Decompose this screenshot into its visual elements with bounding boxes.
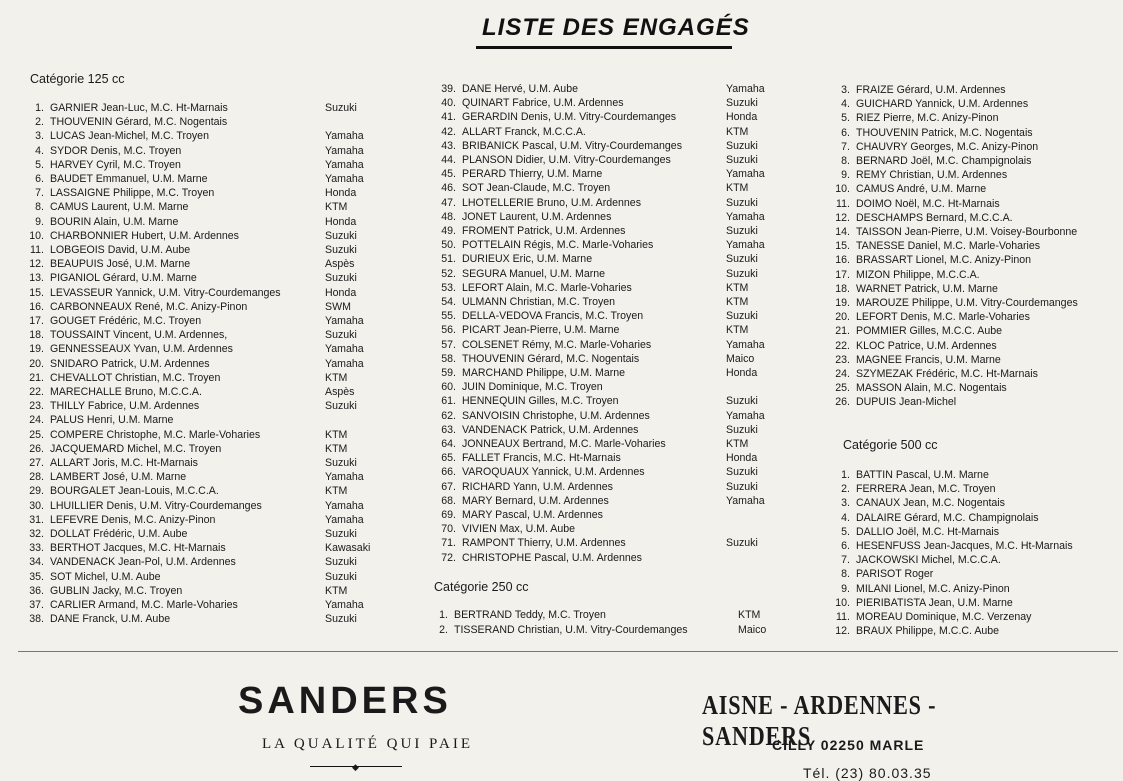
entry-brand: Suzuki [325,400,357,413]
entry-rider: WARNET Patrick, U.M. Marne [856,282,998,295]
entry-number: 48. [441,210,456,223]
entry-number: 42. [441,125,456,138]
entry-brand: Yamaha [325,499,364,512]
entry-number: 5. [35,158,44,171]
entry-number: 54. [441,296,456,308]
entry-rider: PIGANIOL Gérard, U.M. Marne [50,272,197,285]
entry-rider: CHRISTOPHE Pascal, U.M. Ardennes [462,551,642,564]
entry-rider: CHAUVRY Georges, M.C. Anizy-Pinon [856,140,1039,153]
entry-number: 45. [441,168,456,181]
entry-rider: JONNEAUX Bertrand, M.C. Marle-Voharies [462,438,666,450]
entry-number: 68. [441,494,456,507]
entry-number: 5. [841,525,850,538]
entry-brand: Suzuki [726,139,758,152]
entry-number: 3. [35,130,44,143]
entry-number: 19. [835,297,850,309]
entry-number: 41. [441,111,456,124]
entry-rider: ALLART Joris, M.C. Ht-Marnais [50,457,198,469]
entry-rider: COLSENET Rémy, M.C. Marle-Voharies [462,338,652,351]
entry-rider: GENNESSEAUX Yvan, U.M. Ardennes [50,343,233,356]
entry-rider: MASSON Alain, M.C. Nogentais [856,382,1007,395]
entry-number: 6. [841,540,850,552]
entry-number: 15. [29,286,44,299]
entry-rider: MAROUZE Philippe, U.M. Vitry-Courdemanges [856,297,1078,309]
entry-number: 46. [441,182,456,195]
entry-rider: DELLA-VEDOVA Francis, M.C. Troyen [462,310,644,323]
entry-rider: PERARD Thierry, U.M. Marne [462,168,603,181]
entry-rider: CAMUS André, U.M. Marne [856,183,987,196]
entry-number: 62. [441,409,456,422]
entry-number: 52. [441,267,456,280]
entry-number: 1. [35,102,44,114]
entry-number: 9. [841,169,850,182]
entry-number: 9. [841,582,850,595]
entry-number: 32. [29,528,44,540]
entry-brand: KTM [325,442,348,455]
entry-rider: SNIDARO Patrick, U.M. Ardennes [50,357,210,370]
entry-brand: Suzuki [325,329,357,342]
entry-number: 16. [835,254,850,267]
entry-number: 8. [35,201,44,214]
entry-brand: Suzuki [726,267,758,280]
entry-brand: Aspès [325,258,355,271]
entry-number: 18. [29,329,44,342]
entry-brand: Suzuki [325,570,357,583]
entry-rider: JACQUEMARD Michel, M.C. Troyen [50,442,222,455]
entry-rider: SOT Jean-Claude, M.C. Troyen [462,182,611,195]
entry-brand: Suzuki [726,480,758,493]
entry-rider: LAMBERT José, U.M. Marne [50,471,187,484]
entry-rider: QUINART Fabrice, U.M. Ardennes [462,97,624,110]
entry-rider: CAMUS Laurent, U.M. Marne [50,201,189,214]
entry-number: 1. [841,469,850,481]
entry-number: 6. [35,173,44,185]
entry-brand: Suzuki [325,613,357,626]
entry-rider: VAROQUAUX Yannick, U.M. Ardennes [462,466,645,479]
entry-number: 25. [29,428,44,441]
entry-rider: LHOTELLERIE Bruno, U.M. Ardennes [462,196,641,209]
entry-rider: JONET Laurent, U.M. Ardennes [462,210,612,223]
entry-number: 12. [835,211,850,224]
entry-rider: JUIN Dominique, M.C. Troyen [462,381,603,394]
title-underline [476,46,732,49]
entry-number: 12. [29,258,44,271]
entry-rider: CARBONNEAUX René, M.C. Anizy-Pinon [50,300,248,313]
entry-rider: DANE Franck, U.M. Aube [50,613,171,626]
entry-rider: REMY Christian, U.M. Ardennes [856,169,1008,182]
entry-brand: Suzuki [325,556,357,569]
entry-rider: MARECHALLE Bruno, M.C.C.A. [50,386,202,398]
entry-rider: VIVIEN Max, U.M. Aube [462,523,576,536]
entry-brand: Honda [325,286,357,299]
entry-number: 39. [441,83,456,95]
entry-number: 53. [441,281,456,294]
entry-rider: PIERIBATISTA Jean, U.M. Marne [856,596,1013,609]
entry-brand: Yamaha [726,409,765,422]
entry-brand: Yamaha [726,168,765,181]
entry-rider: LEFORT Alain, M.C. Marle-Voharies [462,281,632,294]
sanders-logo-text: SANDERS [238,680,452,722]
entry-number: 3. [841,84,850,96]
entry-brand: Yamaha [325,599,364,611]
entry-brand: Suzuki [325,457,357,469]
entry-number: 2. [841,483,850,496]
entry-number: 51. [441,253,456,266]
entry-number: 69. [441,509,456,521]
entry-brand: Suzuki [726,97,758,110]
entry-number: 2. [35,116,44,129]
entry-rider: SYDOR Denis, M.C. Troyen [50,144,182,157]
entry-rider: BERTRAND Teddy, M.C. Troyen [454,609,606,621]
entry-number: 65. [441,452,456,465]
entry-brand: Suzuki [726,537,758,550]
entry-brand: Yamaha [726,83,765,95]
entry-rider: KLOC Patrice, U.M. Ardennes [856,339,997,352]
entry-number: 25. [835,382,850,395]
entry-brand: Honda [726,367,758,379]
entry-number: 16. [29,300,44,313]
entry-rider: VANDENACK Patrick, U.M. Ardennes [462,423,639,436]
entry-brand: Suzuki [726,196,758,209]
entry-number: 12. [835,625,850,638]
entry-rider: CARLIER Armand, M.C. Marle-Voharies [50,599,238,611]
dealer-address: CILLY 02250 MARLE [772,737,925,753]
entry-number: 15. [835,240,850,253]
entry-number: 34. [29,556,44,569]
entry-number: 18. [835,282,850,295]
entry-number: 10. [835,596,850,609]
entry-number: 72. [441,551,456,564]
entry-rider: GUICHARD Yannick, U.M. Ardennes [856,98,1029,111]
footer-divider [18,651,1118,652]
entry-brand: Honda [726,452,758,465]
entry-number: 40. [441,97,456,110]
entry-number: 63. [441,423,456,436]
entry-rider: GERARDIN Denis, U.M. Vitry-Courdemanges [462,111,677,124]
entry-rider: SZYMEZAK Frédéric, M.C. Ht-Marnais [856,368,1038,380]
entry-rider: MIZON Philippe, M.C.C.A. [856,268,980,281]
entry-brand: Suzuki [325,528,357,540]
entry-number: 10. [835,183,850,196]
entry-rider: BOURIN Alain, U.M. Marne [50,215,179,228]
entry-rider: PARISOT Roger [856,568,934,581]
entry-brand: KTM [325,485,348,498]
entry-rider: LEVASSEUR Yannick, U.M. Vitry-Courdemanges [50,286,281,299]
entry-brand: Honda [726,111,758,124]
entry-brand: KTM [325,428,348,441]
entry-number: 5. [841,112,850,125]
entry-number: 4. [35,144,44,157]
entry-rider: BERTHOT Jacques, M.C. Ht-Marnais [50,542,226,555]
entry-brand: Suzuki [325,102,357,114]
entry-brand: KTM [726,182,749,195]
entry-number: 61. [441,395,456,408]
entry-number: 3. [841,497,850,510]
entry-number: 56. [441,324,456,337]
entry-number: 66. [441,466,456,479]
entry-number: 44. [441,154,456,166]
entry-number: 26. [29,442,44,455]
entry-rider: HENNEQUIN Gilles, M.C. Troyen [462,395,619,408]
entry-number: 36. [29,584,44,597]
entry-number: 13. [29,272,44,285]
sanders-slogan: LA QUALITÉ QUI PAIE [262,736,474,752]
entry-rider: BRAUX Philippe, M.C.C. Aube [856,625,1000,638]
entry-number: 30. [29,499,44,512]
entry-number: 64. [441,438,456,450]
entry-rider: BAUDET Emmanuel, U.M. Marne [50,173,208,185]
entry-brand: Suzuki [726,466,758,479]
entry-brand: Maico [738,624,767,636]
entry-number: 21. [835,325,850,338]
category-250-heading: Catégorie 250 cc [434,580,529,594]
entry-number: 49. [441,225,456,237]
entry-number: 8. [841,155,850,167]
entry-number: 58. [441,352,456,365]
entry-number: 19. [29,343,44,356]
entry-brand: KTM [325,201,348,214]
entry-rider: VANDENACK Jean-Pol, U.M. Ardennes [50,556,236,569]
entry-brand: KTM [726,324,749,337]
entry-number: 9. [35,215,44,228]
entry-rider: HESENFUSS Jean-Jacques, M.C. Ht-Marnais [856,540,1073,552]
entry-rider: PICART Jean-Pierre, U.M. Marne [462,324,620,337]
entry-number: 43. [441,139,456,152]
entry-number: 17. [29,315,44,327]
entry-brand: Yamaha [325,513,364,526]
entry-number: 57. [441,338,456,351]
entry-rider: FALLET Francis, M.C. Ht-Marnais [462,452,621,465]
entry-number: 22. [29,386,44,398]
entry-rider: DALLIO Joël, M.C. Ht-Marnais [856,525,1000,538]
entry-rider: CHEVALLOT Christian, M.C. Troyen [50,371,221,384]
entry-number: 60. [441,381,456,394]
entry-brand: Suzuki [726,154,758,166]
entry-rider: LHUILLIER Denis, U.M. Vitry-Courdemanges [50,499,262,512]
entry-number: 37. [29,599,44,611]
entry-rider: LASSAIGNE Philippe, M.C. Troyen [50,187,215,200]
ornament-diamond-icon: ◆ [352,762,359,772]
entry-brand: Yamaha [325,315,364,327]
entry-rider: DOIMO Noël, M.C. Ht-Marnais [856,197,1000,210]
entry-rider: BRASSART Lionel, M.C. Anizy-Pinon [856,254,1032,267]
entry-number: 27. [29,457,44,469]
entry-rider: ALLART Franck, M.C.C.A. [462,125,586,138]
entry-rider: PLANSON Didier, U.M. Vitry-Courdemanges [462,154,671,166]
entry-rider: THOUVENIN Gérard, M.C. Nogentais [50,116,228,129]
entry-number: 59. [441,367,456,379]
entry-rider: DALAIRE Gérard, M.C. Champignolais [856,511,1039,524]
entry-rider: MOREAU Dominique, M.C. Verzenay [856,611,1032,623]
entry-number: 55. [441,310,456,323]
entry-rider: DESCHAMPS Bernard, M.C.C.A. [856,211,1013,224]
entry-brand: KTM [726,281,749,294]
dealer-name: AISNE - ARDENNES - SANDERS [702,690,937,751]
entry-rider: BRIBANICK Pascal, U.M. Vitry-Courdemanges [462,139,682,152]
entry-number: 38. [29,613,44,626]
entry-number: 14. [835,226,850,238]
entry-brand: KTM [738,609,761,621]
entry-brand: Yamaha [726,239,765,252]
entry-rider: TISSERAND Christian, U.M. Vitry-Courdemanges [454,624,688,636]
entry-brand: SWM [325,300,351,313]
entry-rider: LOBGEOIS David, U.M. Aube [50,244,191,256]
entry-rider: POMMIER Gilles, M.C.C. Aube [856,325,1002,338]
page-title: LISTE DES ENGAGÉS [482,14,750,41]
entry-rider: DOLLAT Frédéric, U.M. Aube [50,528,188,540]
entry-rider: LEFORT Denis, M.C. Marle-Voharies [856,311,1030,324]
entry-number: 33. [29,542,44,555]
entry-number: 67. [441,480,456,493]
entry-rider: DUPUIS Jean-Michel [856,396,957,409]
dealer-phone: Tél. (23) 80.03.35 [803,765,932,781]
entry-rider: MARY Pascal, U.M. Ardennes [462,509,603,521]
entry-rider: RAMPONT Thierry, U.M. Ardennes [462,537,626,550]
entry-rider: RIEZ Pierre, M.C. Anizy-Pinon [856,112,999,125]
entry-number: 20. [835,311,850,324]
entry-rider: POTTELAIN Régis, M.C. Marle-Voharies [462,239,654,252]
entry-brand: Suzuki [325,244,357,256]
entry-rider: JACKOWSKI Michel, M.C.C.A. [856,554,1001,567]
entry-brand: Suzuki [726,253,758,266]
entry-number: 70. [441,523,456,536]
entry-brand: Yamaha [726,338,765,351]
entry-number: 71. [441,537,456,550]
entry-rider: THOUVENIN Patrick, M.C. Nogentais [856,126,1033,139]
entry-rider: CHARBONNIER Hubert, U.M. Ardennes [50,229,239,242]
entry-rider: SEGURA Manuel, U.M. Marne [462,267,606,280]
entry-brand: Yamaha [325,357,364,370]
entry-number: 24. [835,368,850,380]
entry-number: 10. [29,229,44,242]
entry-number: 26. [835,396,850,409]
entry-number: 47. [441,196,456,209]
entry-brand: Suzuki [325,272,357,285]
entry-brand: Yamaha [325,144,364,157]
entry-number: 28. [29,471,44,484]
entry-rider: ULMANN Christian, M.C. Troyen [462,296,616,308]
entry-brand: Yamaha [325,471,364,484]
entry-rider: FERRERA Jean, M.C. Troyen [856,483,996,496]
entry-number: 50. [441,239,456,252]
entry-number: 4. [841,98,850,111]
entry-brand: Yamaha [325,130,364,143]
entry-number: 20. [29,357,44,370]
entry-rider: LUCAS Jean-Michel, M.C. Troyen [50,130,209,143]
category-125-heading: Catégorie 125 cc [30,72,125,86]
category-500-heading: Catégorie 500 cc [843,438,938,452]
entry-rider: TOUSSAINT Vincent, U.M. Ardennes, [50,329,228,342]
entry-brand: Honda [325,187,357,200]
entry-number: 11. [30,244,44,256]
entry-number: 6. [841,126,850,139]
entry-brand: Yamaha [325,158,364,171]
entry-rider: SANVOISIN Christophe, U.M. Ardennes [462,409,650,422]
entry-number: 8. [841,568,850,581]
entry-rider: DURIEUX Eric, U.M. Marne [462,253,593,266]
entry-rider: SOT Michel, U.M. Aube [50,570,161,583]
entry-rider: FROMENT Patrick, U.M. Ardennes [462,225,626,237]
entry-number: 7. [841,554,850,567]
entry-rider: BEAUPUIS José, U.M. Marne [50,258,191,271]
entry-brand: Suzuki [726,423,758,436]
entry-rider: LEFEVRE Denis, M.C. Anizy-Pinon [50,513,216,526]
entry-rider: BOURGALET Jean-Louis, M.C.C.A. [50,485,219,498]
entry-brand: KTM [325,584,348,597]
entry-rider: TAISSON Jean-Pierre, U.M. Voisey-Bourbonne [856,226,1078,238]
entry-number: 11. [836,197,850,210]
entry-rider: MARY Bernard, U.M. Ardennes [462,494,609,507]
entry-rider: THOUVENIN Gérard, M.C. Nogentais [462,352,640,365]
entry-brand: Yamaha [726,210,765,223]
entry-brand: Yamaha [726,494,765,507]
entry-rider: RICHARD Yann, U.M. Ardennes [462,480,613,493]
entry-brand: KTM [325,371,348,384]
entry-number: 21. [29,371,44,384]
entry-brand: Aspès [325,386,355,398]
entry-brand: KTM [726,125,749,138]
entry-number: 29. [29,485,44,498]
entry-number: 4. [841,511,850,524]
entry-rider: HARVEY Cyril, M.C. Troyen [50,158,181,171]
entry-brand: Kawasaki [325,542,371,555]
entry-number: 31. [29,513,44,526]
entry-number: 24. [29,414,44,427]
entry-rider: THILLY Fabrice, U.M. Ardennes [50,400,200,413]
entry-brand: Suzuki [726,395,758,408]
entry-rider: MAGNEE Francis, U.M. Marne [856,353,1001,366]
entry-brand: KTM [726,296,749,308]
entry-brand: Maico [726,352,755,365]
entry-number: 7. [841,140,850,153]
entry-rider: GOUGET Frédéric, M.C. Troyen [50,315,202,327]
entry-rider: MILANI Lionel, M.C. Anizy-Pinon [856,582,1010,595]
entry-number: 7. [35,187,44,200]
entry-number: 23. [835,353,850,366]
entry-rider: PALUS Henri, U.M. Marne [50,414,174,427]
entry-brand: Honda [325,215,357,228]
entry-rider: CANAUX Jean, M.C. Nogentais [856,497,1005,510]
entry-number: 22. [835,339,850,352]
entry-number: 23. [29,400,44,413]
entry-number: 17. [835,268,850,281]
entry-brand: Suzuki [726,310,758,323]
entry-rider: GUBLIN Jacky, M.C. Troyen [50,584,183,597]
entry-brand: KTM [726,438,749,450]
entry-rider: TANESSE Daniel, M.C. Marle-Voharies [856,240,1041,253]
entry-number: 2. [439,624,448,636]
entry-rider: MARCHAND Philippe, U.M. Marne [462,367,626,379]
entry-rider: FRAIZE Gérard, U.M. Ardennes [856,84,1006,96]
entry-brand: Yamaha [325,343,364,356]
entry-rider: BATTIN Pascal, U.M. Marne [856,469,989,481]
entry-rider: GARNIER Jean-Luc, M.C. Ht-Marnais [50,102,228,114]
entry-number: 11. [836,611,850,623]
entry-rider: DANE Hervé, U.M. Aube [462,83,578,95]
entry-brand: Suzuki [726,225,758,237]
entry-number: 1. [439,609,448,621]
entry-number: 35. [29,570,44,583]
entry-brand: Suzuki [325,229,357,242]
entry-brand: Yamaha [325,173,364,185]
entry-rider: BERNARD Joël, M.C. Champignolais [856,155,1032,167]
entry-rider: COMPERE Christophe, M.C. Marle-Voharies [50,428,261,441]
